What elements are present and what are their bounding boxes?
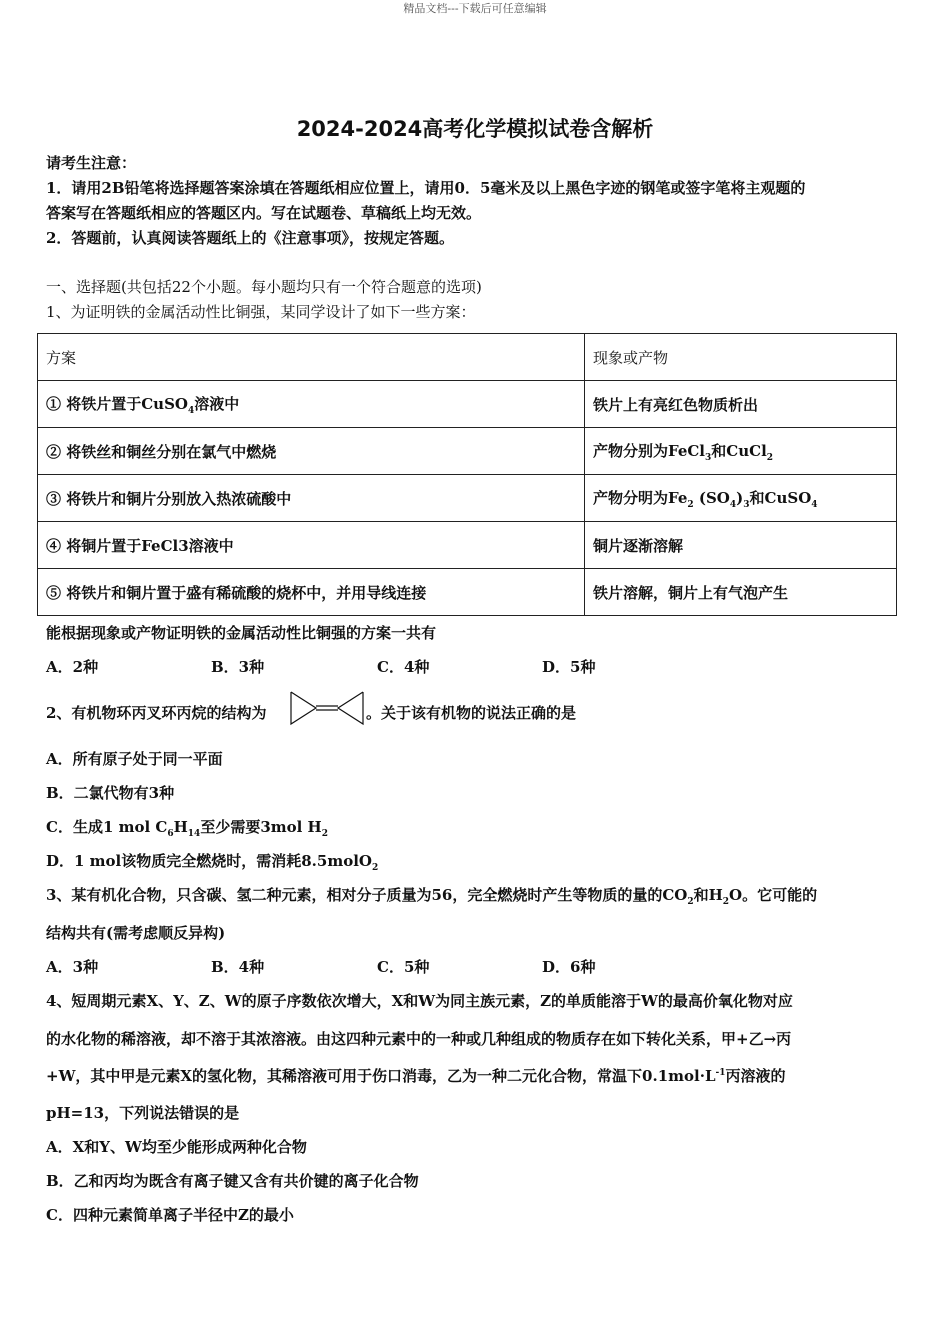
section-heading: 一、选择题(共包括22个小题。每小题均只有一个符合题意的选项)	[46, 278, 482, 296]
plan-cell: ② 将铁丝和铜丝分别在氯气中燃烧	[38, 428, 585, 475]
q1-option-d[interactable]: D．5种	[542, 658, 596, 676]
q1-question: 能根据现象或产物证明铁的金属活动性比铜强的方案一共有	[46, 624, 437, 642]
q2-option-d[interactable]: D．1 mol该物质完全燃烧时，需消耗8.5molO$_2$	[46, 852, 379, 873]
q2-stem-part2: 。关于该有机物的说法正确的是	[366, 704, 577, 722]
notice-line-1: 1．请用2B铅笔将选择题答案涂填在答题纸相应位置上，请用0．5毫米及以上黑色字迹的钢笔或签字笔将主观题的	[46, 179, 806, 197]
table-row	[38, 522, 897, 569]
table-header-row	[38, 334, 897, 381]
plan-cell: ④ 将铜片置于FeCl3溶液中	[38, 522, 585, 569]
plan-cell: ① 将铁片置于CuSO$_4$溶液中	[38, 381, 585, 428]
plan-cell: ⑤ 将铁片和铜片置于盛有稀硫酸的烧杯中，并用导线连接	[38, 569, 585, 616]
q3-option-d[interactable]: D．6种	[542, 958, 596, 976]
q3-stem-line1: 3、某有机化合物，只含碳、氢二种元素，相对分子质量为56，完全燃烧时产生等物质的量的$CO_2$和$H_2O$。它可能的	[46, 886, 818, 907]
q1-option-a[interactable]: A．2种	[46, 658, 99, 676]
q2-option-a[interactable]: A．所有原子处于同一平面	[46, 750, 223, 768]
result-cell: 铁片上有亮红色物质析出	[585, 381, 897, 428]
plan-cell: ③ 将铁片和铜片分别放入热浓硫酸中	[38, 475, 585, 522]
q4-stem-line1: 4、短周期元素X、Y、Z、W的原子序数依次增大，X和W为同主族元素，Z的单质能溶于W的最高价氧化物对应	[46, 992, 793, 1010]
table-row	[38, 428, 897, 475]
q4-stem-line4: pH=13，下列说法错误的是	[46, 1104, 240, 1122]
q3-stem-line2: 结构共有(需考虑顺反异构)	[46, 924, 226, 942]
q4-option-b[interactable]: B．乙和丙均为既含有离子键又含有共价键的离子化合物	[46, 1172, 419, 1190]
q3-option-c[interactable]: C．5种	[377, 958, 430, 976]
page-title: 2024-2024高考化学模拟试卷含解析	[296, 117, 654, 141]
table-header-result: 现象或产物	[585, 334, 897, 381]
q4-option-c[interactable]: C．四种元素简单离子半径中Z的最小	[46, 1206, 294, 1224]
table-row	[38, 381, 897, 428]
result-cell: 铜片逐渐溶解	[585, 522, 897, 569]
q1-option-c[interactable]: C．4种	[377, 658, 430, 676]
q1-table	[37, 333, 897, 616]
table-row	[38, 475, 897, 522]
q2-option-c[interactable]: C．生成1 mol $C_6H_{14}$至少需要3mol $H_2$	[46, 818, 329, 839]
q2-option-b[interactable]: B．二氯代物有3种	[46, 784, 175, 802]
q4-stem-line2: 的水化物的稀溶液，却不溶于其浓溶液。由这四种元素中的一种或几种组成的物质存在如下转化关系，甲+乙→丙	[46, 1030, 792, 1048]
q2-stem-part1: 2、有机物环丙叉环丙烷的结构为	[46, 704, 267, 722]
q1-stem: 1、为证明铁的金属活动性比铜强，某同学设计了如下一些方案：	[46, 303, 476, 321]
q4-stem-line3: +W，其中甲是元素X的氢化物，其稀溶液可用于伤口消毒，乙为一种二元化合物，常温下$0.1mol\cdot L^{-1}$丙溶液的	[46, 1067, 786, 1085]
notice-line-3: 2．答题前，认真阅读答题纸上的《注意事项》，按规定答题。	[46, 229, 454, 247]
notice-heading: 请考生注意：	[46, 154, 137, 172]
result-cell: 铁片溶解，铜片上有气泡产生	[585, 569, 897, 616]
q3-option-b[interactable]: B．4种	[211, 958, 265, 976]
table-row	[38, 569, 897, 616]
result-cell: 产物分明为$Fe_2$ $(SO_4)_3$和CuSO$_4$	[585, 475, 897, 522]
q3-option-a[interactable]: A．3种	[46, 958, 99, 976]
cyclopropylidene-cyclopropane-structure	[289, 690, 365, 726]
result-cell: 产物分别为FeCl$_3$和CuCl$_2$	[585, 428, 897, 475]
q1-option-b[interactable]: B．3种	[211, 658, 265, 676]
q4-option-a[interactable]: A．X和Y、W均至少能形成两种化合物	[46, 1138, 307, 1156]
header-note: 精品文档---下载后可任意编辑	[403, 2, 547, 15]
notice-line-2: 答案写在答题纸相应的答题区内。写在试题卷、草稿纸上均无效。	[46, 204, 482, 222]
table-header-plan: 方案	[38, 334, 585, 381]
